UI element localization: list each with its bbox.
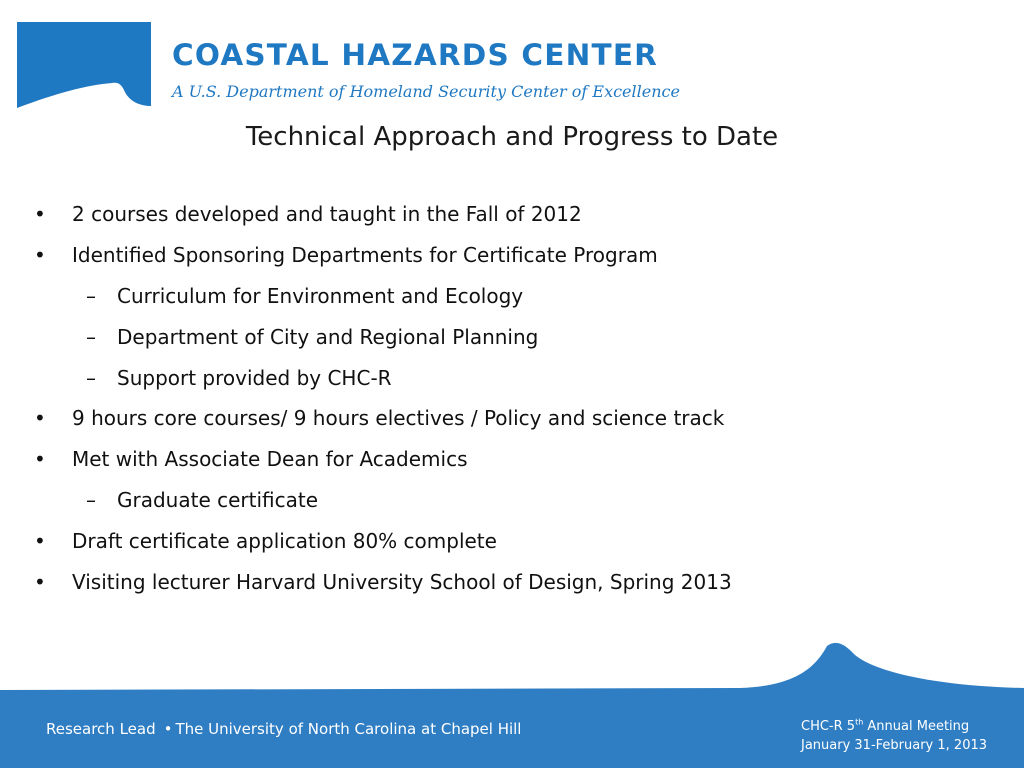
footer-institution: The University of North Carolina at Chapel Hill [175,720,522,738]
bullet-text: Identified Sponsoring Departments for Certificate Program [72,242,658,267]
logo-wave-shape [17,22,151,108]
sub-bullet-text: Support provided by CHC-R [117,365,392,390]
bullet-item [0,566,1000,607]
bullet-marker: • [34,242,46,267]
bullet-text: Met with Associate Dean for Academics [72,447,468,472]
bullet-item [0,525,1000,566]
dash-marker: – [86,283,96,308]
sub-bullet-item [0,362,1000,403]
dash-marker: – [86,324,96,349]
bullet-text: Visiting lecturer Harvard University School of Design, Spring 2013 [72,570,732,595]
bullet-text: Draft certificate application 80% complete [72,529,497,554]
bullet-text: 2 courses developed and taught in the Fall of 2012 [72,202,582,226]
bullet-text: 9 hours core courses/ 9 hours electives / Policy and science track [72,406,725,431]
org-name: COASTAL HAZARDS CENTER [172,38,659,72]
bullet-marker: • [34,570,46,595]
slide-title: Technical Approach and Progress to Date [245,122,779,152]
sub-bullet-text: Department of City and Regional Planning [117,324,539,349]
sub-bullet-text: Curriculum for Environment and Ecology [117,283,524,308]
coastal-hazards-wave-logo [17,22,151,110]
meeting-name: CHC-R 5th Annual Meeting [801,717,970,734]
sub-bullet-text: Graduate certificate [117,488,319,513]
footer-left [46,720,521,738]
footer-role: Research Lead [46,720,156,738]
sub-bullet-item [0,321,1000,362]
org-subtitle: A U.S. Department of Homeland Security Center of Excellence [172,82,680,101]
bullet-marker: • [34,529,46,554]
bullet-item [0,443,1000,484]
bullet-marker: • [34,406,46,431]
bullet-marker: • [34,202,46,226]
bullet-item [0,239,1000,280]
bullet-list [0,198,1000,607]
dash-marker: – [86,488,96,513]
footer-separator: • [163,720,173,738]
footer-meeting [801,717,987,755]
sub-bullet-item [0,484,1000,525]
bullet-marker: • [34,447,46,472]
bullet-item [0,198,1000,239]
sub-bullet-item [0,280,1000,321]
dash-marker: – [86,365,96,390]
meeting-dates: January 31-February 1, 2013 [801,738,988,753]
bullet-item [0,402,1000,443]
